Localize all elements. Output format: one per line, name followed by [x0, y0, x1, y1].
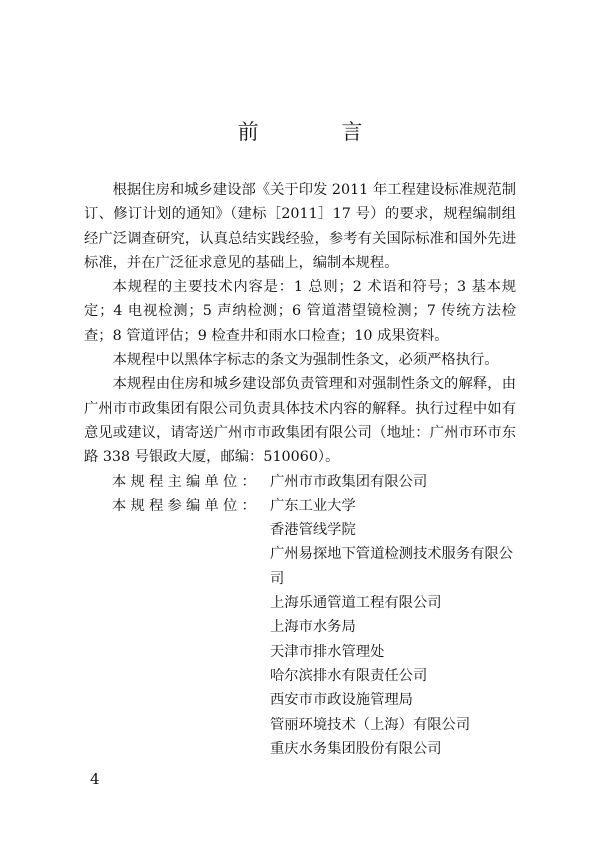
paragraph-management: 本规程由住房和城乡建设部负责管理和对强制性条文的解释，由广州市市政集团有限公司负责具体技术内容的解释。执行过程中如有意见或建议，请寄送广州市市政集团有限公司（地址：广州市环市东路 338 号银政大厦，邮编：510060）。	[84, 376, 516, 466]
page-number: 4	[90, 770, 100, 788]
list-item: 西安市市政设施管理局	[270, 692, 413, 709]
page-title: 前 言	[237, 120, 401, 144]
paragraph-mandatory: 本规程中以黑体字标志的条文为强制性条文，必须严格执行。	[112, 352, 499, 369]
list-item: 广州易探地下管道检测技术服务有限公司	[270, 546, 514, 587]
chief-unit-label: 本规程主编单位：	[112, 473, 260, 490]
chief-unit-value: 广州市市政集团有限公司	[270, 473, 428, 490]
participating-unit-list	[84, 518, 516, 761]
list-item: 香港管线学院	[270, 522, 356, 539]
paragraph-contents: 本规程的主要技术内容是：1 总则；2 术语和符号；3 基本规定；4 电视检测；5 声纳检测；6 管道潜望镜检测；7 传统方法检查；8 管道评估；9 检查井和雨水口检查；10 成果资料。	[84, 279, 516, 344]
paragraph-background: 根据住房和城乡建设部《关于印发 2011 年工程建设标准规范制订、修订计划的通知》（建标［2011］17 号）的要求，规程编制组经广泛调查研究，认真总结实践经验，参考有关国际标准和国外先进标准，并在广泛征求意见的基础上，编制本规程。	[84, 182, 516, 271]
preface-body	[84, 178, 516, 761]
list-item: 重庆水务集团股份有限公司	[270, 740, 442, 757]
list-item: 上海市水务局	[270, 619, 356, 636]
list-item: 天津市排水管理处	[270, 643, 385, 660]
chief-unit-row	[84, 470, 516, 494]
list-item: 哈尔滨排水有限责任公司	[270, 667, 428, 684]
participating-unit-row	[84, 494, 516, 518]
list-item: 上海乐通管道工程有限公司	[270, 595, 442, 612]
participating-unit-first: 广东工业大学	[270, 497, 356, 514]
participating-unit-label: 本规程参编单位：	[112, 497, 260, 514]
list-item: 管丽环境技术（上海）有限公司	[270, 716, 471, 733]
